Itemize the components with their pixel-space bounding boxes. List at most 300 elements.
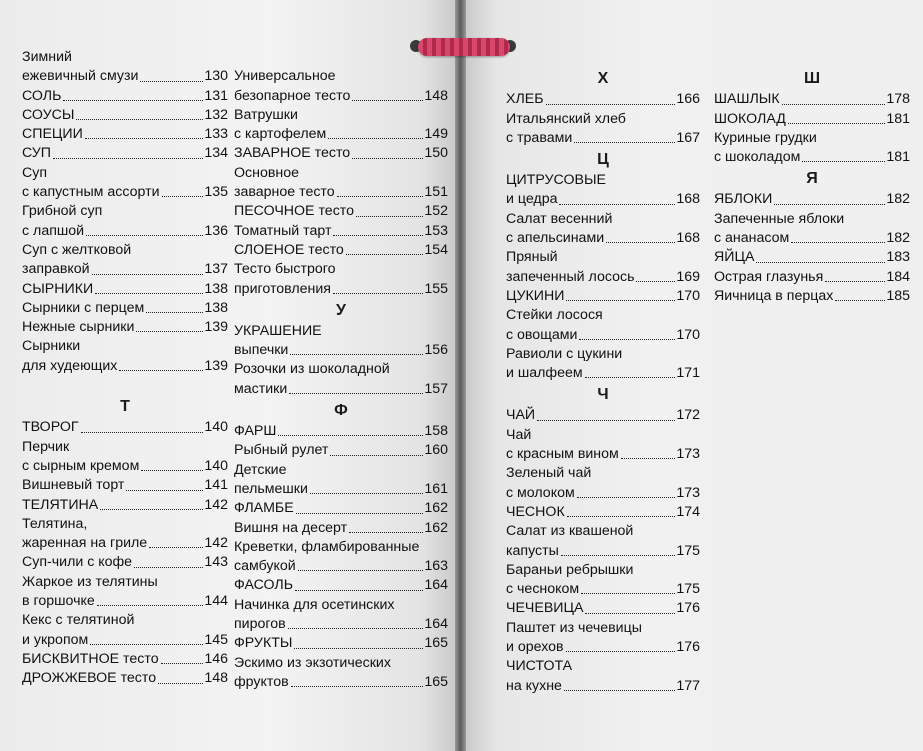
entry-title: Томатный тарт bbox=[234, 222, 332, 239]
page-number: 133 bbox=[204, 126, 228, 143]
entry-title: приготовления bbox=[234, 280, 331, 297]
entry-title: и шалфеем bbox=[506, 365, 583, 382]
dot-leader bbox=[146, 299, 203, 313]
entry-title: Универсальное bbox=[234, 68, 336, 85]
page-number: 144 bbox=[204, 593, 228, 610]
page-number: 137 bbox=[204, 261, 228, 278]
entry-title: Паштет из чечевицы bbox=[506, 619, 642, 636]
entry-title: с сырным кремом bbox=[22, 457, 140, 474]
index-entry bbox=[22, 669, 228, 688]
dot-leader bbox=[63, 87, 203, 101]
index-entry bbox=[506, 638, 700, 657]
index-entry bbox=[506, 599, 700, 618]
index-entry bbox=[234, 499, 448, 518]
page-number: 149 bbox=[424, 126, 448, 143]
dot-leader bbox=[295, 576, 423, 590]
index-column-2 bbox=[234, 48, 448, 692]
left-page bbox=[0, 0, 457, 751]
dot-leader bbox=[559, 190, 675, 204]
page-number: 162 bbox=[424, 500, 448, 517]
index-entry bbox=[22, 476, 228, 495]
page-number: 182 bbox=[886, 230, 910, 247]
page-number: 173 bbox=[676, 484, 700, 501]
entry-title: с шоколадом bbox=[714, 149, 801, 166]
page-number: 182 bbox=[886, 191, 910, 208]
index-entry bbox=[22, 496, 228, 515]
dot-leader bbox=[86, 222, 203, 236]
index-entry bbox=[234, 260, 448, 279]
index-entry bbox=[22, 183, 228, 202]
entry-title: Суп с желтковой bbox=[22, 241, 132, 258]
index-entry bbox=[506, 248, 700, 267]
index-entry bbox=[22, 260, 228, 279]
entry-title: запеченный лосось bbox=[506, 268, 635, 285]
dot-leader bbox=[577, 484, 676, 498]
index-entry bbox=[714, 190, 910, 209]
dot-leader bbox=[291, 673, 424, 687]
index-entry bbox=[22, 164, 228, 183]
entry-title: с апельсинами bbox=[506, 230, 605, 247]
index-entry bbox=[234, 125, 448, 144]
dot-leader bbox=[119, 357, 203, 371]
page-number: 154 bbox=[424, 241, 448, 258]
entry-title: Салат из квашеной bbox=[506, 523, 634, 540]
entry-title: БИСКВИТНОЕ тесто bbox=[22, 650, 159, 667]
dot-leader bbox=[802, 148, 885, 162]
page-number: 185 bbox=[886, 287, 910, 304]
index-entry bbox=[234, 615, 448, 634]
dot-leader bbox=[561, 542, 676, 556]
index-entry bbox=[22, 125, 228, 144]
entry-title: Тесто быстрого bbox=[234, 261, 336, 278]
dot-leader bbox=[621, 445, 676, 459]
dot-leader bbox=[567, 503, 676, 517]
entry-title: с овощами bbox=[506, 326, 578, 343]
dot-leader bbox=[333, 280, 423, 294]
page-number: 184 bbox=[886, 268, 910, 285]
entry-title: СПЕЦИИ bbox=[22, 126, 83, 143]
index-entry bbox=[234, 519, 448, 538]
page-number: 178 bbox=[886, 91, 910, 108]
entry-title: ТЕЛЯТИНА bbox=[22, 496, 99, 513]
index-entry bbox=[714, 110, 910, 129]
entry-title: Розочки из шоколадной bbox=[234, 361, 390, 378]
dot-leader bbox=[356, 202, 423, 216]
index-entry bbox=[234, 634, 448, 653]
entry-title: Бараньи ребрышки bbox=[506, 561, 634, 578]
dot-leader bbox=[546, 90, 676, 104]
page-number: 165 bbox=[424, 673, 448, 690]
index-entry bbox=[506, 210, 700, 229]
page-number: 152 bbox=[424, 203, 448, 220]
entry-title: с красным вином bbox=[506, 446, 619, 463]
page-number: 155 bbox=[424, 280, 448, 297]
page-number: 172 bbox=[676, 407, 700, 424]
index-entry bbox=[506, 268, 700, 287]
index-entry bbox=[506, 464, 700, 483]
entry-title: и орехов bbox=[506, 639, 564, 656]
page-number: 150 bbox=[424, 145, 448, 162]
index-entry bbox=[234, 183, 448, 202]
section-letter: Ч bbox=[597, 386, 609, 404]
entry-title: Суп-чили с кофе bbox=[22, 554, 133, 571]
index-entry bbox=[234, 87, 448, 106]
page-number: 136 bbox=[204, 222, 228, 239]
index-entry bbox=[22, 357, 228, 376]
index-entry bbox=[506, 48, 700, 67]
entry-title: с травами bbox=[506, 129, 573, 146]
page-number: 148 bbox=[424, 87, 448, 104]
entry-title: Кекс с телятиной bbox=[22, 612, 135, 629]
index-entry bbox=[234, 380, 448, 399]
index-entry bbox=[22, 631, 228, 650]
entry-title: Нежные сырники bbox=[22, 319, 135, 336]
page-number: 148 bbox=[204, 670, 228, 687]
entry-title: и цедра bbox=[506, 191, 558, 208]
page-number: 151 bbox=[424, 184, 448, 201]
entry-title: ШОКОЛАД bbox=[714, 110, 786, 127]
index-entry bbox=[234, 67, 448, 86]
entry-title: Острая глазунья bbox=[714, 268, 824, 285]
dot-leader bbox=[756, 248, 885, 262]
dot-leader bbox=[53, 144, 203, 158]
index-entry bbox=[506, 426, 700, 445]
index-column-3 bbox=[506, 48, 700, 696]
section-letter: Я bbox=[806, 170, 818, 188]
page-number: 139 bbox=[204, 357, 228, 374]
entry-title: Перчик bbox=[22, 438, 70, 455]
index-entry bbox=[234, 422, 448, 441]
dot-leader bbox=[606, 229, 675, 243]
index-entry bbox=[22, 457, 228, 476]
entry-title: Жаркое из телятины bbox=[22, 573, 158, 590]
entry-title: Детские bbox=[234, 461, 287, 478]
page-number: 138 bbox=[204, 280, 228, 297]
dot-leader bbox=[97, 592, 204, 606]
entry-title: Ватрушки bbox=[234, 106, 298, 123]
entry-title: пельмешки bbox=[234, 480, 308, 497]
index-entry bbox=[234, 341, 448, 360]
entry-title: заварное тесто bbox=[234, 184, 335, 201]
index-entry bbox=[506, 326, 700, 345]
index-entry bbox=[234, 654, 448, 673]
index-entry bbox=[22, 515, 228, 534]
entry-title: ЧЕСНОК bbox=[506, 503, 565, 520]
page-number: 174 bbox=[676, 503, 700, 520]
entry-title: Креветки, фламбированные bbox=[234, 538, 420, 555]
index-entry bbox=[22, 573, 228, 592]
book-spine bbox=[455, 0, 466, 751]
entry-title: ПЕСОЧНОЕ тесто bbox=[234, 203, 355, 220]
page-number: 181 bbox=[886, 149, 910, 166]
entry-title: Чай bbox=[506, 426, 532, 443]
dot-leader bbox=[537, 406, 675, 420]
dot-leader bbox=[158, 669, 203, 683]
index-entry bbox=[22, 418, 228, 437]
page-number: 131 bbox=[204, 87, 228, 104]
entry-title: СУП bbox=[22, 145, 51, 162]
index-entry bbox=[234, 557, 448, 576]
dot-leader bbox=[564, 677, 675, 691]
entry-title: СОЛЬ bbox=[22, 87, 62, 104]
entry-title: ЧЕЧЕВИЦА bbox=[506, 600, 584, 617]
index-entry bbox=[234, 106, 448, 125]
index-column-4 bbox=[714, 48, 910, 306]
index-entry bbox=[22, 67, 228, 86]
entry-title: Вишня на десерт bbox=[234, 519, 348, 536]
dot-leader bbox=[579, 326, 675, 340]
entry-title: Эскимо из экзотических bbox=[234, 654, 391, 671]
section-letter: Ц bbox=[597, 151, 609, 169]
page-number: 169 bbox=[676, 268, 700, 285]
dot-leader bbox=[278, 422, 423, 436]
entry-title: Зеленый чай bbox=[506, 465, 592, 482]
dot-leader bbox=[100, 496, 203, 510]
index-entry bbox=[234, 596, 448, 615]
dot-leader bbox=[298, 557, 424, 571]
section-letter: Ш bbox=[803, 70, 821, 88]
dot-leader bbox=[791, 229, 885, 243]
index-entry bbox=[22, 438, 228, 457]
index-entry bbox=[22, 280, 228, 299]
page-number: 181 bbox=[886, 110, 910, 127]
entry-title: Салат весенний bbox=[506, 210, 613, 227]
entry-title: ЧИСТОТА bbox=[506, 658, 573, 675]
entry-title: ЯБЛОКИ bbox=[714, 191, 773, 208]
index-entry bbox=[22, 241, 228, 260]
entry-title: жаренная на гриле bbox=[22, 535, 148, 552]
entry-title: ТВОРОГ bbox=[22, 419, 79, 436]
index-entry bbox=[234, 461, 448, 480]
index-entry bbox=[22, 202, 228, 221]
page-number: 139 bbox=[204, 319, 228, 336]
entry-title: самбукой bbox=[234, 558, 296, 575]
dot-leader bbox=[92, 260, 204, 274]
entry-title: ДРОЖЖЕВОЕ тесто bbox=[22, 670, 157, 687]
entry-title: Основное bbox=[234, 164, 300, 181]
entry-title: Стейки лосося bbox=[506, 307, 603, 324]
index-entry bbox=[234, 322, 448, 341]
section-letter: Ф bbox=[334, 402, 348, 420]
page-number: 183 bbox=[886, 249, 910, 266]
dot-leader bbox=[149, 534, 203, 548]
page-number: 142 bbox=[204, 496, 228, 513]
page-number: 140 bbox=[204, 419, 228, 436]
index-entry bbox=[506, 657, 700, 676]
index-entry bbox=[506, 677, 700, 696]
index-entry bbox=[506, 129, 700, 148]
entry-title: безопарное тесто bbox=[234, 87, 351, 104]
page-number: 175 bbox=[676, 581, 700, 598]
page-number: 153 bbox=[424, 222, 448, 239]
entry-title: Итальянский хлеб bbox=[506, 110, 626, 127]
entry-title: Равиоли с цукини bbox=[506, 345, 623, 362]
dot-leader bbox=[585, 599, 675, 613]
binding-thread bbox=[418, 38, 510, 56]
index-entry bbox=[22, 592, 228, 611]
entry-title: Начинка для осетинских bbox=[234, 596, 395, 613]
index-entry bbox=[714, 229, 910, 248]
section-letter: Х bbox=[597, 70, 609, 88]
entry-title: ФЛАМБЕ bbox=[234, 500, 294, 517]
page-number: 164 bbox=[424, 616, 448, 633]
entry-title: ежевичный смузи bbox=[22, 68, 139, 85]
page-number: 175 bbox=[676, 542, 700, 559]
entry-title: капусты bbox=[506, 542, 559, 559]
dot-leader bbox=[140, 67, 203, 81]
index-entry bbox=[506, 306, 700, 325]
index-entry bbox=[506, 619, 700, 638]
index-entry bbox=[22, 650, 228, 669]
dot-leader bbox=[585, 364, 676, 378]
index-entry bbox=[714, 148, 910, 167]
index-entry bbox=[22, 222, 228, 241]
index-entry bbox=[506, 542, 700, 561]
index-entry bbox=[506, 484, 700, 503]
dot-leader bbox=[294, 634, 423, 648]
entry-title: с картофелем bbox=[234, 126, 327, 143]
index-entry bbox=[714, 210, 910, 229]
page-number: 143 bbox=[204, 554, 228, 571]
page-number: 134 bbox=[204, 145, 228, 162]
dot-leader bbox=[346, 241, 424, 255]
entry-title: для худеющих bbox=[22, 357, 118, 374]
index-entry bbox=[714, 129, 910, 148]
entry-title: ЦИТРУСОВЫЕ bbox=[506, 172, 606, 189]
entry-title: в горшочке bbox=[22, 593, 95, 610]
entry-title: Сырники с перцем bbox=[22, 299, 145, 316]
index-entry bbox=[234, 144, 448, 163]
page-number: 146 bbox=[204, 650, 228, 667]
dot-leader bbox=[352, 144, 423, 158]
index-entry bbox=[506, 345, 700, 364]
page-number: 156 bbox=[424, 342, 448, 359]
entry-title: ЯЙЦА bbox=[714, 249, 755, 266]
dot-leader bbox=[85, 125, 204, 139]
index-entry bbox=[506, 287, 700, 306]
page-number: 166 bbox=[676, 91, 700, 108]
entry-title: выпечки bbox=[234, 342, 289, 359]
page-number: 162 bbox=[424, 519, 448, 536]
dot-leader bbox=[788, 110, 885, 124]
entry-title: с капустным ассорти bbox=[22, 184, 160, 201]
page-number: 160 bbox=[424, 442, 448, 459]
dot-leader bbox=[161, 650, 204, 664]
index-entry bbox=[234, 280, 448, 299]
index-entry bbox=[506, 229, 700, 248]
dot-leader bbox=[566, 638, 676, 652]
page-number: 157 bbox=[424, 380, 448, 397]
index-entry bbox=[234, 222, 448, 241]
index-entry bbox=[234, 576, 448, 595]
entry-title: ФАСОЛЬ bbox=[234, 577, 294, 594]
page-number: 165 bbox=[424, 635, 448, 652]
dot-leader bbox=[310, 480, 423, 494]
index-column-1 bbox=[22, 48, 228, 689]
dot-leader bbox=[141, 457, 203, 471]
page-number: 140 bbox=[204, 457, 228, 474]
dot-leader bbox=[574, 129, 675, 143]
index-entry bbox=[22, 534, 228, 553]
page-number: 132 bbox=[204, 106, 228, 123]
dot-leader bbox=[636, 268, 675, 282]
dot-leader bbox=[337, 183, 424, 197]
dot-leader bbox=[90, 631, 203, 645]
entry-title: СЛОЕНОЕ тесто bbox=[234, 241, 344, 258]
index-entry bbox=[22, 48, 228, 67]
right-page bbox=[464, 0, 923, 751]
page-number: 168 bbox=[676, 230, 700, 247]
entry-title: Зимний bbox=[22, 49, 72, 65]
index-entry bbox=[22, 553, 228, 572]
index-entry bbox=[22, 611, 228, 630]
entry-title: и укропом bbox=[22, 631, 89, 648]
dot-leader bbox=[289, 380, 423, 394]
entry-title: СОУСЫ bbox=[22, 106, 75, 123]
index-entry bbox=[234, 480, 448, 499]
index-entry bbox=[506, 90, 700, 109]
entry-title: Пряный bbox=[506, 249, 558, 266]
page-number: 145 bbox=[204, 631, 228, 648]
entry-title: Яичница в перцах bbox=[714, 287, 834, 304]
index-entry bbox=[506, 561, 700, 580]
page-number: 170 bbox=[676, 326, 700, 343]
index-entry bbox=[506, 522, 700, 541]
index-entry bbox=[506, 445, 700, 464]
index-entry bbox=[22, 318, 228, 337]
page-number: 163 bbox=[424, 558, 448, 575]
entry-title: ЧАЙ bbox=[506, 407, 536, 424]
dot-leader bbox=[352, 87, 423, 101]
index-entry bbox=[22, 299, 228, 318]
index-entry bbox=[22, 337, 228, 356]
dot-leader bbox=[136, 318, 203, 332]
index-entry bbox=[714, 248, 910, 267]
page-number: 170 bbox=[676, 287, 700, 304]
entry-title: с молоком bbox=[506, 484, 575, 501]
index-entry bbox=[234, 538, 448, 557]
index-entry bbox=[234, 241, 448, 260]
index-entry bbox=[234, 441, 448, 460]
entry-title: заправкой bbox=[22, 261, 90, 278]
page-number: 141 bbox=[204, 477, 228, 494]
index-entry bbox=[506, 580, 700, 599]
index-entry bbox=[234, 202, 448, 221]
index-entry bbox=[22, 106, 228, 125]
index-entry bbox=[234, 673, 448, 692]
dot-leader bbox=[566, 287, 675, 301]
page-number: 158 bbox=[424, 423, 448, 440]
dot-leader bbox=[134, 553, 203, 567]
entry-title: Рыбный рулет bbox=[234, 442, 329, 459]
index-entry bbox=[714, 90, 910, 109]
page-number: 142 bbox=[204, 535, 228, 552]
page-number: 173 bbox=[676, 446, 700, 463]
page-number: 176 bbox=[676, 600, 700, 617]
dot-leader bbox=[76, 106, 203, 120]
dot-leader bbox=[288, 615, 424, 629]
entry-title: пирогов bbox=[234, 616, 286, 633]
page-number: 167 bbox=[676, 129, 700, 146]
page-number: 171 bbox=[676, 365, 700, 382]
entry-title: Сырники bbox=[22, 338, 81, 355]
index-entry bbox=[234, 164, 448, 183]
entry-title: фруктов bbox=[234, 673, 289, 690]
entry-title: Куриные грудки bbox=[714, 129, 817, 146]
entry-title: на кухне bbox=[506, 677, 562, 694]
entry-title: ЦУКИНИ bbox=[506, 287, 565, 304]
entry-title: ХЛЕБ bbox=[506, 91, 544, 108]
